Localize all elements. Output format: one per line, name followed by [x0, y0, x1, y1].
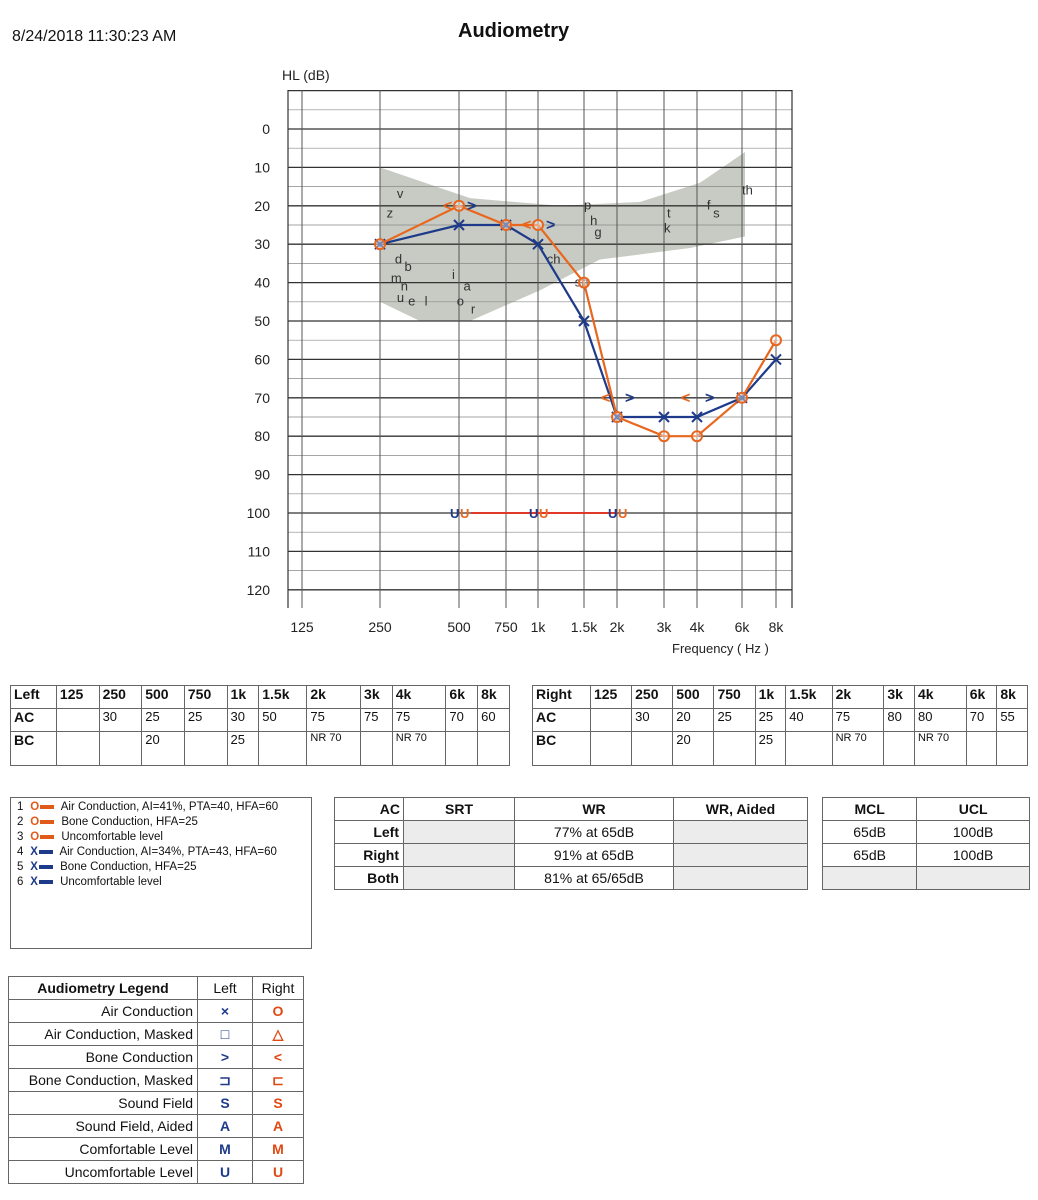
ac-row-label: AC [11, 709, 57, 732]
line-swatch-icon [40, 805, 54, 809]
series-number: 3 [17, 831, 24, 843]
bc-cell [446, 732, 478, 766]
speech-letter: n [400, 278, 409, 294]
series-legend-text: Air Conduction, AI=34%, PTA=43, HFA=60 [59, 846, 277, 858]
freq-header: 3k [361, 686, 393, 709]
series-number: 5 [17, 861, 24, 873]
ac-cell: 80 [884, 709, 915, 732]
aided-icon: A [253, 1115, 304, 1138]
bone-marker-right: < [601, 389, 611, 407]
ac-cell: 25 [142, 709, 185, 732]
ac-cell: 75 [832, 709, 884, 732]
series-legend-text: Bone Conduction, HFA=25 [61, 816, 198, 828]
ucl-header: UCL [917, 798, 1030, 821]
speech-letter: e [408, 293, 416, 309]
line-swatch-icon [39, 850, 53, 854]
speech-row-label: Right [335, 844, 404, 867]
freq-header: 250 [632, 686, 673, 709]
ac-cell: 25 [714, 709, 755, 732]
series-legend-item [17, 846, 277, 858]
cross-icon: × [198, 1000, 253, 1023]
speech-letter: m [390, 270, 402, 286]
ac-cell: 20 [673, 709, 714, 732]
y-tick-label: 10 [254, 159, 270, 176]
wr-aided-cell [674, 867, 808, 890]
freq-header: 1k [755, 686, 786, 709]
series-legend-item [17, 861, 197, 873]
bc-row-label: BC [533, 732, 591, 766]
speech-letter: g [594, 224, 602, 240]
x-tick-label: 1.5k [570, 619, 598, 635]
y-tick-label: 30 [254, 236, 270, 253]
speech-letter: k [664, 220, 671, 236]
y-tick-label: 60 [254, 351, 270, 368]
x-tick-label: 1k [530, 619, 546, 635]
series-legend-item [17, 831, 163, 843]
series-legend-text: Bone Conduction, HFA=25 [60, 861, 197, 873]
legend-right-header: Right [253, 977, 304, 1000]
ac-cell: 30 [227, 709, 259, 732]
speech-letter: v [396, 186, 404, 202]
bc-cell: 25 [227, 732, 259, 766]
speech-header: WR [515, 798, 674, 821]
freq-header: 1k [227, 686, 259, 709]
bc-cell [99, 732, 142, 766]
ac-cell: 50 [259, 709, 307, 732]
comfortable-icon: M [253, 1138, 304, 1161]
bone-marker-left: > [546, 217, 556, 234]
bc-cell: 20 [673, 732, 714, 766]
bone-marker-left: > [705, 389, 715, 407]
y-tick-label: 100 [246, 505, 270, 521]
ucl-cell: 100dB [917, 844, 1030, 867]
ucl-marker-right: U [618, 506, 628, 521]
x-tick-label: 6k [734, 619, 750, 635]
ac-cell: 40 [786, 709, 832, 732]
bc-cell: NR 70 [832, 732, 884, 766]
bone-marker-left: > [467, 197, 477, 215]
data-point-right-o [501, 220, 511, 230]
comfortable-icon: M [198, 1138, 253, 1161]
comfort-levels-table [822, 797, 1030, 890]
legend-row-label: Comfortable Level [9, 1138, 198, 1161]
freq-header: 3k [884, 686, 915, 709]
ucl-cell: 100dB [917, 821, 1030, 844]
speech-letter: t [666, 205, 671, 221]
chevron-left-icon: < [253, 1046, 304, 1069]
legend-row-label: Air Conduction, Masked [9, 1023, 198, 1046]
freq-header: 125 [56, 686, 99, 709]
bc-cell [361, 732, 393, 766]
y-tick-label: 20 [254, 197, 270, 214]
x-axis-title: Frequency ( Hz ) [672, 641, 769, 656]
wr-cell: 91% at 65dB [515, 844, 674, 867]
bracket-right-icon: ⊐ [198, 1069, 253, 1092]
bc-cell [884, 732, 915, 766]
data-point-right-o [612, 412, 622, 422]
bc-cell: NR 70 [392, 732, 446, 766]
ucl-marker-left: U [608, 506, 618, 521]
speech-letter: i [451, 266, 455, 282]
data-point-right-o [375, 239, 385, 249]
freq-header: 1.5k [259, 686, 307, 709]
speech-row-label: Left [335, 821, 404, 844]
speech-letter: b [404, 259, 412, 275]
series-number: 2 [17, 816, 24, 828]
speech-header: AC [335, 798, 404, 821]
bc-cell [56, 732, 99, 766]
speech-header: SRT [404, 798, 515, 821]
bc-cell [966, 732, 997, 766]
data-point-right-o [771, 335, 781, 345]
speech-results-table [334, 797, 808, 890]
freq-header: 4k [914, 686, 966, 709]
bc-cell [259, 732, 307, 766]
srt-cell [404, 821, 515, 844]
right-table-title: Right [533, 686, 591, 709]
speech-letter: o [456, 293, 464, 309]
data-point-right-o [692, 431, 702, 441]
wr-aided-cell [674, 844, 808, 867]
legend-title: Audiometry Legend [9, 977, 198, 1000]
freq-header: 500 [142, 686, 185, 709]
srt-cell [404, 867, 515, 890]
speech-letter: s [713, 205, 720, 221]
left-threshold-table [10, 685, 510, 766]
ac-cell: 30 [632, 709, 673, 732]
speech-letter: f [706, 197, 711, 213]
x-tick-label: 4k [689, 619, 705, 635]
data-point-right-o [659, 431, 669, 441]
circle-icon: O [30, 816, 40, 828]
y-axis-title: HL (dB) [282, 67, 330, 83]
line-swatch-icon [39, 865, 53, 869]
x-tick-label: 250 [368, 619, 392, 635]
speech-letter: d [394, 251, 403, 267]
x-tick-label: 3k [656, 619, 672, 635]
freq-header: 250 [99, 686, 142, 709]
ac-row-label: AC [533, 709, 591, 732]
speech-banana [380, 152, 745, 321]
y-tick-label: 40 [254, 274, 270, 291]
bracket-left-icon: ⊏ [253, 1069, 304, 1092]
speech-letter: r [470, 301, 476, 317]
cross-icon: X [30, 876, 38, 888]
freq-header: 2k [832, 686, 884, 709]
wr-aided-cell [674, 821, 808, 844]
bone-marker-right: < [522, 217, 532, 234]
triangle-icon: △ [253, 1023, 304, 1046]
freq-header: 6k [446, 686, 478, 709]
ucl-cell [917, 867, 1030, 890]
data-point-right-o [737, 393, 747, 403]
ac-cell: 30 [99, 709, 142, 732]
bc-cell [590, 732, 631, 766]
wr-cell: 77% at 65dB [515, 821, 674, 844]
speech-letter: h [590, 213, 598, 228]
x-tick-label: 500 [447, 619, 471, 635]
series-legend-text: Air Conduction, AI=41%, PTA=40, HFA=60 [60, 801, 279, 813]
ucl-marker-right: U [539, 506, 549, 521]
x-tick-label: 750 [494, 619, 518, 635]
line-swatch-icon [40, 835, 54, 839]
freq-header: 2k [307, 686, 361, 709]
ac-cell: 75 [392, 709, 446, 732]
speech-letter: a [463, 278, 471, 294]
bc-row-label: BC [11, 732, 57, 766]
uncomfortable-icon: U [198, 1161, 253, 1184]
series-number: 6 [17, 876, 24, 888]
circle-icon: O [253, 1000, 304, 1023]
legend-row-label: Sound Field [9, 1092, 198, 1115]
ucl-marker-left: U [450, 506, 460, 521]
bc-cell [632, 732, 673, 766]
legend-left-header: Left [198, 977, 253, 1000]
left-table-title: Left [11, 686, 57, 709]
speech-letter: sh [574, 274, 589, 290]
bone-marker-right: < [681, 389, 691, 407]
mcl-header: MCL [823, 798, 917, 821]
ac-cell: 25 [184, 709, 227, 732]
freq-header: 1.5k [786, 686, 832, 709]
ac-cell [56, 709, 99, 732]
ucl-marker-left: U [529, 506, 539, 521]
freq-header: 8k [478, 686, 510, 709]
ac-cell: 25 [755, 709, 786, 732]
bc-cell: NR 70 [307, 732, 361, 766]
series-legend-item [17, 801, 278, 813]
circle-icon: O [30, 801, 40, 813]
audiometry-legend-table [8, 976, 304, 1184]
series-legend-text: Uncomfortable level [61, 831, 163, 843]
bone-marker-right: < [443, 197, 453, 215]
aided-icon: A [198, 1115, 253, 1138]
wr-cell: 81% at 65/65dB [515, 867, 674, 890]
series-legend-item [17, 816, 198, 828]
speech-letter: u [396, 289, 405, 305]
speech-letter: p [584, 197, 592, 213]
srt-cell [404, 844, 515, 867]
mcl-cell [823, 867, 917, 890]
y-tick-label: 90 [254, 466, 270, 483]
sound-field-icon: S [198, 1092, 253, 1115]
ac-cell: 80 [914, 709, 966, 732]
series-number: 4 [17, 846, 24, 858]
speech-row-label: Both [335, 867, 404, 890]
freq-header: 6k [966, 686, 997, 709]
bc-cell: 25 [755, 732, 786, 766]
legend-row-label: Uncomfortable Level [9, 1161, 198, 1184]
data-point-right-o [533, 220, 543, 230]
bone-marker-left: > [625, 389, 635, 407]
series-number: 1 [17, 801, 24, 813]
speech-letter: ch [546, 251, 561, 267]
freq-header: 4k [392, 686, 446, 709]
ac-cell [590, 709, 631, 732]
x-tick-label: 2k [609, 619, 625, 635]
right-threshold-table [532, 685, 1028, 766]
bc-cell: NR 70 [914, 732, 966, 766]
y-tick-label: 50 [254, 313, 270, 329]
bc-cell [997, 732, 1028, 766]
y-tick-label: 0 [262, 121, 270, 137]
freq-header: 8k [997, 686, 1028, 709]
y-tick-label: 110 [247, 543, 270, 560]
freq-header: 750 [184, 686, 227, 709]
ac-cell: 75 [307, 709, 361, 732]
y-tick-label: 120 [246, 581, 270, 598]
page-title: Audiometry [458, 20, 570, 42]
legend-row-label: Bone Conduction [9, 1046, 198, 1069]
line-swatch-icon [39, 880, 53, 884]
speech-header: WR, Aided [674, 798, 808, 821]
bc-cell [786, 732, 832, 766]
legend-row-label: Bone Conduction, Masked [9, 1069, 198, 1092]
timestamp: 8/24/2018 11:30:23 AM [12, 28, 177, 45]
ac-cell: 70 [446, 709, 478, 732]
sound-field-icon: S [253, 1092, 304, 1115]
uncomfortable-icon: U [253, 1161, 304, 1184]
bc-cell [714, 732, 755, 766]
bc-cell: 20 [142, 732, 185, 766]
series-legend-text: Uncomfortable level [60, 876, 162, 888]
x-tick-label: 8k [768, 619, 784, 635]
speech-letter: th [742, 182, 753, 198]
ucl-marker-right: U [460, 506, 470, 521]
data-point-right-o [454, 201, 464, 211]
circle-icon: O [30, 831, 40, 843]
speech-letter: l [424, 293, 428, 309]
data-point-right-o [579, 278, 589, 288]
x-tick-label: 125 [290, 619, 314, 635]
speech-letter: z [386, 205, 394, 221]
ac-cell: 70 [966, 709, 997, 732]
cross-icon: X [30, 861, 38, 873]
mcl-cell: 65dB [823, 821, 917, 844]
mcl-cell: 65dB [823, 844, 917, 867]
line-swatch-icon [40, 820, 54, 824]
series-legend-item [17, 876, 162, 888]
y-tick-label: 70 [254, 389, 270, 406]
series-legend [10, 797, 312, 949]
bc-cell [478, 732, 510, 766]
ac-cell: 75 [361, 709, 393, 732]
ac-cell: 55 [997, 709, 1028, 732]
bc-cell [184, 732, 227, 766]
legend-row-label: Air Conduction [9, 1000, 198, 1023]
square-icon: □ [198, 1023, 253, 1046]
freq-header: 750 [714, 686, 755, 709]
cross-icon: X [30, 846, 38, 858]
freq-header: 125 [590, 686, 631, 709]
ac-cell: 60 [478, 709, 510, 732]
chevron-right-icon: > [198, 1046, 253, 1069]
legend-row-label: Sound Field, Aided [9, 1115, 198, 1138]
y-tick-label: 80 [254, 428, 270, 445]
freq-header: 500 [673, 686, 714, 709]
